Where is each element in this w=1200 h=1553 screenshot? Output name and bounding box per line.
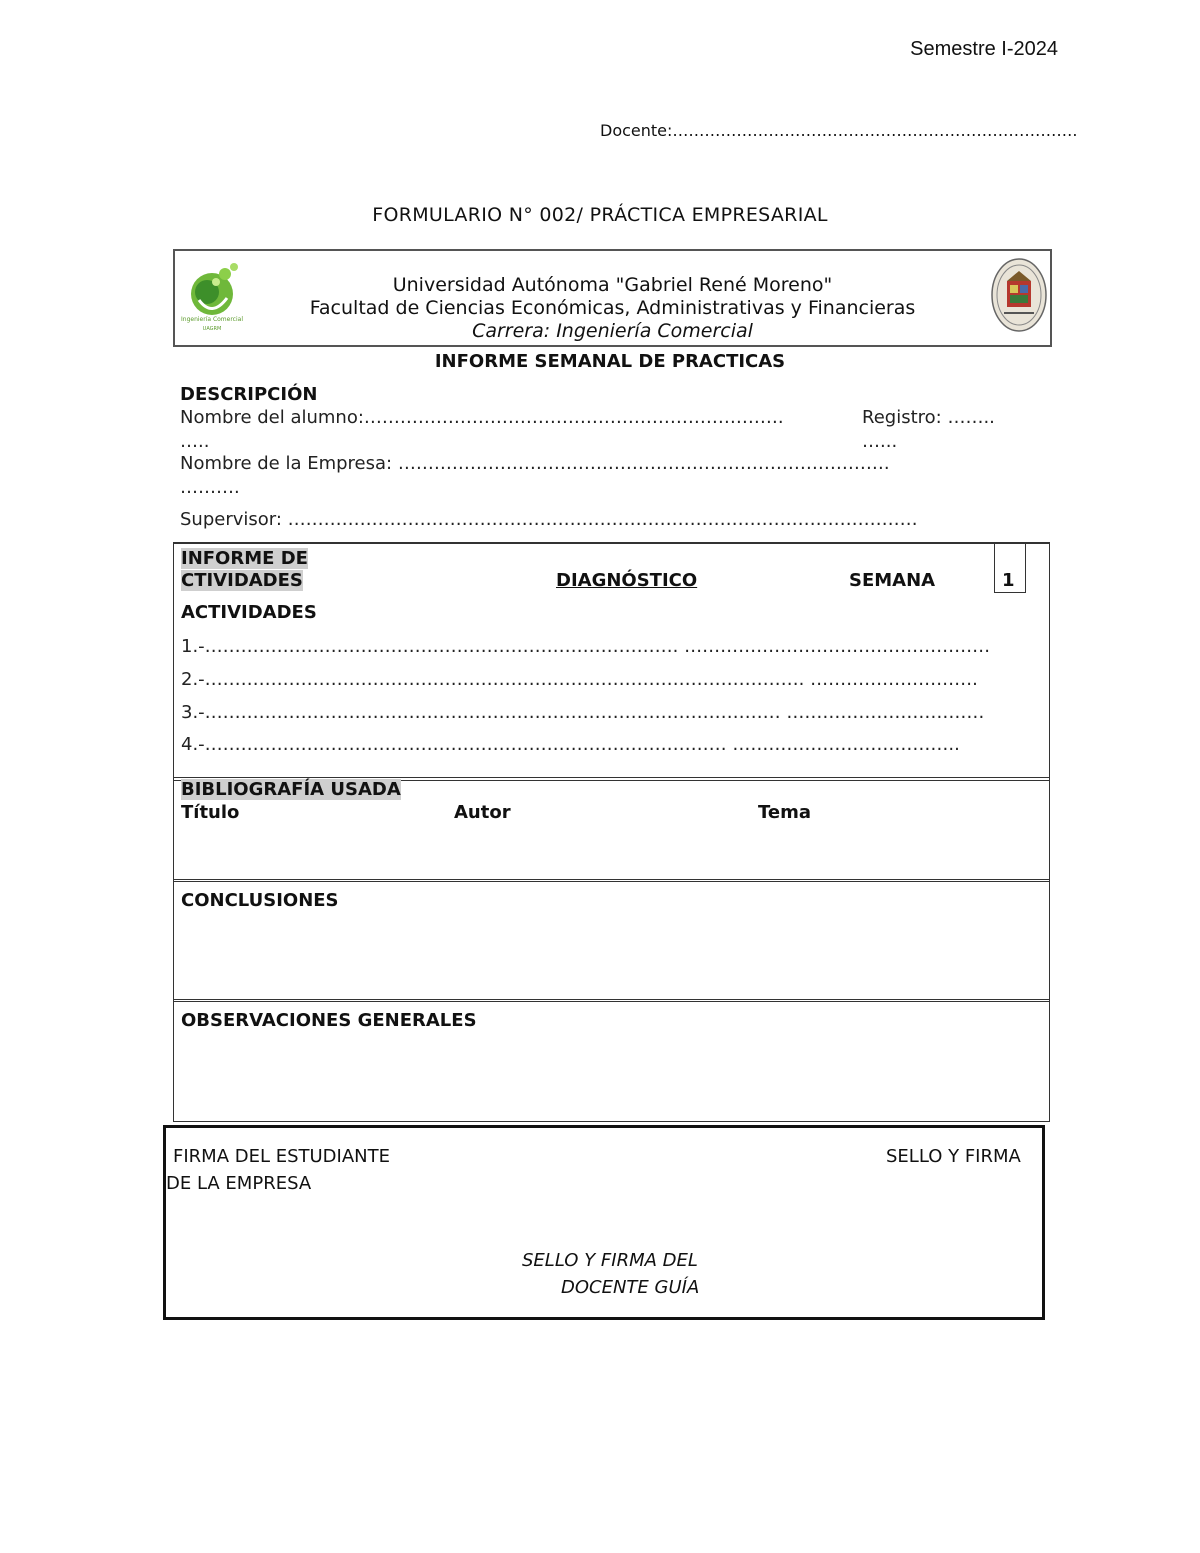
conclusions-heading: CONCLUSIONES xyxy=(181,890,339,911)
week-value-box[interactable] xyxy=(994,544,1026,593)
diagnostic-label: DIAGNÓSTICO xyxy=(556,570,698,591)
week-label: SEMANA xyxy=(849,570,936,591)
conclusions-section[interactable] xyxy=(173,879,1050,1002)
form-title: FORMULARIO N° 002/ PRÁCTICA EMPRESARIAL xyxy=(372,204,828,226)
company-signature-label-line1: SELLO Y FIRMA xyxy=(886,1146,1021,1167)
teacher-line: …………………………………………………………………. xyxy=(672,121,1078,140)
activities-label: ACTIVIDADES xyxy=(181,602,317,623)
teacher-label: Docente: xyxy=(600,121,673,140)
career-logo-subtext: UAGRM xyxy=(202,326,222,332)
activity-item-1[interactable]: 1.-……………………………………………………………………. …………………………………………… xyxy=(181,636,991,657)
teacher-field[interactable] xyxy=(600,121,1078,140)
registro-continuation: …... xyxy=(862,431,898,452)
observations-section[interactable] xyxy=(173,999,1050,1122)
student-name-field[interactable]: Nombre del alumno:……………………………………………………………. xyxy=(180,407,784,428)
company-name-field[interactable]: Nombre de la Empresa: ………………………………………………………………………. xyxy=(180,453,890,474)
university-name: Universidad Autónoma "Gabriel René Moreno" xyxy=(392,274,833,296)
faculty-name: Facultad de Ciencias Económicas, Administrativas y Financieras xyxy=(309,297,916,319)
student-signature-label: FIRMA DEL ESTUDIANTE xyxy=(173,1146,391,1167)
semester-label: Semestre I-2024 xyxy=(910,38,1058,60)
activities-heading-line1: INFORME DE xyxy=(181,548,308,569)
company-signature-label-line2: DE LA EMPRESA xyxy=(166,1173,312,1194)
bibliography-heading-text: BIBLIOGRAFÍA USADA xyxy=(181,779,401,800)
week-value: 1 xyxy=(1002,570,1015,591)
activities-section xyxy=(173,542,1050,781)
registro-field[interactable]: Registro: …….. xyxy=(862,407,995,428)
institution-header xyxy=(173,249,1052,347)
description-label: DESCRIPCIÓN xyxy=(180,384,318,405)
report-title: INFORME SEMANAL DE PRACTICAS xyxy=(434,351,786,372)
company-name-continuation: ………. xyxy=(180,477,240,498)
activity-item-2[interactable]: 2.-………………………………………………………………………………………. ………………………. xyxy=(181,669,978,690)
university-seal-icon xyxy=(990,255,1048,335)
bibliography-section xyxy=(173,777,1050,882)
activities-report-heading xyxy=(181,548,308,592)
activity-item-4[interactable]: 4.-…………………………………………………………………………… ……………………………….. xyxy=(181,734,960,755)
career-name: Carrera: Ingeniería Comercial xyxy=(472,320,753,342)
student-name-continuation: ….. xyxy=(180,431,210,452)
bibliography-heading xyxy=(181,779,401,800)
bibliography-col-title: Título xyxy=(181,802,240,823)
supervisor-field[interactable]: Supervisor: …………………………………………………………………………………………… xyxy=(180,509,918,530)
activities-heading-line2: CTIVIDADES xyxy=(181,570,303,591)
teacher-signature-label-line1: SELLO Y FIRMA DEL xyxy=(522,1250,698,1271)
activity-item-3[interactable]: 3.-…………………………………………………………………………………… …………………………… xyxy=(181,702,985,723)
observations-heading: OBSERVACIONES GENERALES xyxy=(181,1010,477,1031)
career-logo-text: Ingeniería Comercial xyxy=(181,316,243,323)
bibliography-col-author: Autor xyxy=(454,802,511,823)
teacher-signature-label-line2: DOCENTE GUÍA xyxy=(561,1277,700,1298)
bibliography-col-topic: Tema xyxy=(758,802,811,823)
